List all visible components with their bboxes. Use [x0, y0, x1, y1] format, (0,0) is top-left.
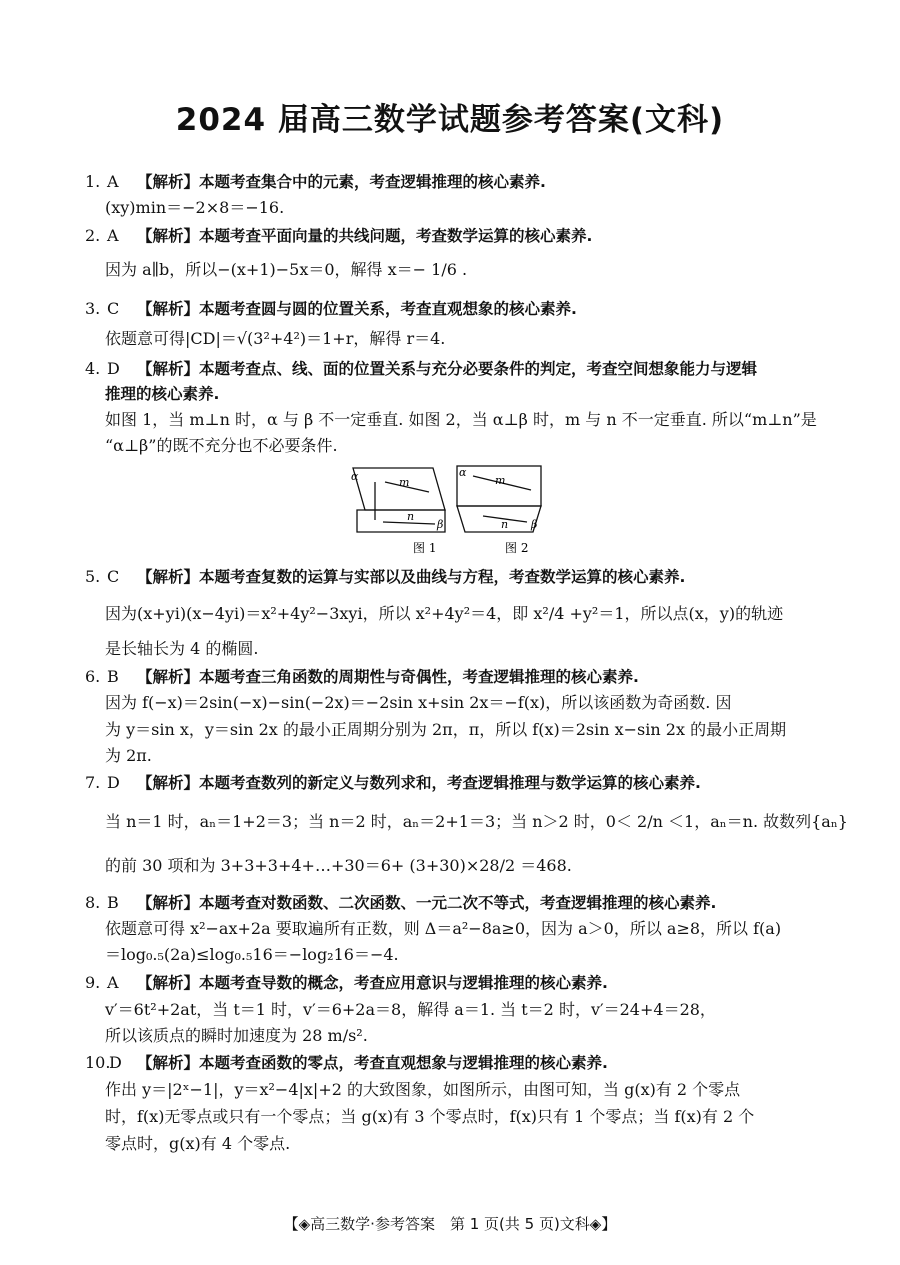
- fig1-caption: 图 1: [413, 541, 437, 555]
- item-2-line: 因为 a∥b，所以−(x+1)−5x＝0，解得 x＝− 1/6 .: [105, 260, 468, 279]
- item-6-line-3: 为 2π.: [105, 746, 152, 765]
- item-8-header: 8. B 【解析】本题考查对数函数、二次函数、一元二次不等式，考查逻辑推理的核心素养.: [85, 893, 717, 912]
- item-10-line-1: 作出 y＝|2ˣ−1|，y＝x²−4|x|+2 的大致图象，如图所示，由图可知，当 g(x)有 2 个零点: [105, 1080, 741, 1099]
- item-7-line-1: 当 n＝1 时，aₙ＝1+2＝3；当 n＝2 时，aₙ＝2+1＝3；当 n＞2 时，0＜ 2/n ＜1，aₙ＝n. 故数列{aₙ}: [105, 812, 848, 831]
- item-6-line-2: 为 y＝sin x，y＝sin 2x 的最小正周期分别为 2π，π，所以 f(x)＝2sin x−sin 2x 的最小正周期: [105, 720, 787, 739]
- item-5-line-2: 是长轴长为 4 的椭圆.: [105, 639, 259, 658]
- item-3-line: 依题意可得|CD|＝√(3²+4²)＝1+r，解得 r＝4.: [105, 329, 446, 348]
- fig2-caption: 图 2: [505, 541, 529, 555]
- fig2-n-label: n: [501, 518, 509, 531]
- item-10-header: 10.D 【解析】本题考查函数的零点，考查直观想象与逻辑推理的核心素养.: [85, 1053, 608, 1072]
- item-3-header: 3. C 【解析】本题考查圆与圆的位置关系，考查直观想象的核心素养.: [85, 299, 577, 318]
- item-2-header: 2. A 【解析】本题考查平面向量的共线问题，考查数学运算的核心素养.: [85, 226, 593, 245]
- fig2-m-label: m: [495, 474, 506, 487]
- item-9-line-2: 所以该质点的瞬时加速度为 28 m/s².: [105, 1026, 368, 1045]
- page-title: 2024 届高三数学试题参考答案(文科): [175, 102, 725, 138]
- item-7-line-2: 的前 30 项和为 3+3+3+4+…+30＝6+ (3+30)×28/2 ＝468.: [105, 856, 572, 875]
- fig1-m-label: m: [399, 476, 410, 489]
- item-8-line-2: ＝log₀.₅(2a)≤log₀.₅16＝−log₂16＝−4.: [105, 945, 399, 964]
- item-9-line-1: v′＝6t²+2at，当 t＝1 时，v′＝6+2a＝8，解得 a＝1. 当 t＝2 时，v′＝24+4＝28，: [105, 1000, 716, 1019]
- item-6-line-1: 因为 f(−x)＝2sin(−x)−sin(−2x)＝−2sin x+sin 2x＝−f(x)，所以该函数为奇函数. 因: [105, 693, 732, 712]
- page-footer: 【◈高三数学·参考答案 第 1 页(共 5 页)文科◈】: [283, 1215, 617, 1233]
- item-10-line-3: 零点时，g(x)有 4 个零点.: [105, 1134, 291, 1153]
- item-4-header-cont: 推理的核心素养.: [105, 385, 220, 403]
- item-5-line-1: 因为(x+yi)(x−4yi)＝x²+4y²−3xyi，所以 x²+4y²＝4，即 x²/4 +y²＝1，所以点(x，y)的轨迹: [105, 604, 784, 623]
- item-8-line-1: 依题意可得 x²−ax+2a 要取遍所有正数，则 Δ＝a²−8a≥0，因为 a＞0，所以 a≥8，所以 f(a): [105, 919, 782, 938]
- item-6-header: 6. B 【解析】本题考查三角函数的周期性与奇偶性，考查逻辑推理的核心素养.: [85, 667, 639, 686]
- item-5-header: 5. C 【解析】本题考查复数的运算与实部以及曲线与方程，考查数学运算的核心素养.: [85, 567, 686, 586]
- fig2-alpha-label: α: [459, 466, 467, 479]
- item-10-line-2: 时，f(x)无零点或只有一个零点；当 g(x)有 3 个零点时，f(x)只有 1 个零点；当 f(x)有 2 个: [105, 1107, 755, 1126]
- item-4-line-1: 如图 1，当 m⊥n 时，α 与 β 不一定垂直. 如图 2，当 α⊥β 时，m 与 n 不一定垂直. 所以“m⊥n”是: [105, 410, 817, 429]
- fig1-beta-label: β: [437, 518, 444, 531]
- item-4-header: 4. D 【解析】本题考查点、线、面的位置关系与充分必要条件的判定，考查空间想象能力与逻辑: [85, 359, 758, 378]
- geometry-figures: [345, 462, 555, 558]
- item-7-header: 7. D 【解析】本题考查数列的新定义与数列求和，考查逻辑推理与数学运算的核心素养.: [85, 773, 701, 792]
- item-4-line-2: “α⊥β”的既不充分也不必要条件.: [105, 436, 338, 455]
- item-1-line: (xy)min＝−2×8＝−16.: [105, 198, 285, 217]
- fig1-n-label: n: [407, 510, 415, 523]
- item-9-header: 9. A 【解析】本题考查导数的概念，考查应用意识与逻辑推理的核心素养.: [85, 973, 608, 992]
- item-1-header: 1. A 【解析】本题考查集合中的元素，考查逻辑推理的核心素养.: [85, 172, 546, 191]
- fig2-beta-label: β: [531, 518, 538, 531]
- fig1-alpha-label: α: [351, 470, 359, 483]
